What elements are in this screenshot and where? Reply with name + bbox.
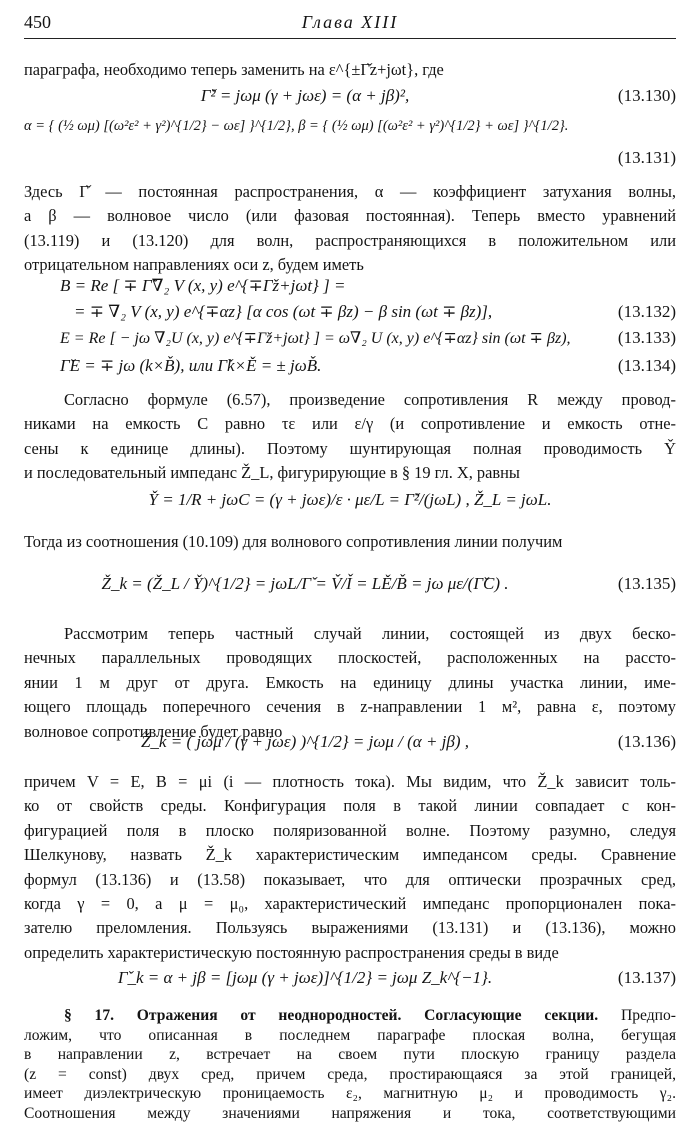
text-line: волновое сопротивление будет равно [24,721,283,741]
equation-formula: = ∓ ∇₂ V (x, y) e^{∓αz} [α cos (ωt ∓ βz) − β sin (ωt ∓ βz)], [74,302,493,321]
text-line: Здесь Γ̌ — постоянная распространения, α — коэффициент затухания волны, [24,182,676,201]
text-line: определить характеристическую постоянную распространения среды в виде [24,942,559,962]
paragraph-parallel-planes [24,622,676,744]
text-line: имеет диэлектрическую проницаемость ε₂, магнитную μ₂ и проводимость γ₂. [24,1085,676,1103]
section-heading: § 17. Отражения от неоднородностей. Согласующие секции. [64,1007,599,1024]
section-17 [24,1006,676,1104]
text-line: Рассмотрим теперь частный случай линии, состоящей из двух беско- [64,624,676,643]
text-line: сены к единице длины). Поэтому шунтирующая полная проводимость Y̌ [24,438,676,458]
text-line: отрицательном направлениях оси z, будем иметь [24,255,364,275]
equation-number: (13.137) [617,968,676,987]
equation-13-137 [24,968,676,998]
text-line: нечных параллельных проводящих плоскостей, расположенных на рассто- [24,648,676,668]
equation-formula: Γ̌E = ∓ jω (k×B̌), или Γ̌k×Ě = ± jωB̌. [60,356,322,375]
text-line: когда γ = 0, а μ = μ₀, характеристический импеданс пропорционален пока- [24,894,676,914]
equation-formula: Ž_k = (Ž_L / Y̌)^{1/2} = jωL/Γ̌ = V̌/Ǐ = LĚ/B̌ = jω με/(Γ̌C) . [101,574,509,593]
page-header [24,12,676,36]
text-line: фигурацией поля в плоско поляризованной волне. Поэтому разумно, следуя [24,820,676,840]
text-line: Шелкунову, назвать Ž_k характеристическим импедансом среды. Сравнение [24,845,676,865]
section-17-last-line [24,1104,676,1123]
text-line: ющего площадь поперечного сечения в z-направлении 1 м², равна ε, поэтому [24,697,676,717]
text-line: (z = const) двух сред, причем среда, простирающаяся за этой границей, [24,1065,676,1083]
header-rule [24,38,676,39]
text-line: причем V = E, B = μi (i — плотность тока). Мы видим, что Ž_k зависит толь- [24,772,676,791]
equation-number: (13.130) [617,86,676,105]
equation-13-135 [24,574,676,604]
equation-admittance [24,490,676,520]
text-line: ко от свойств среды. Конфигурация поля в такой линии совпадает с кон- [24,796,676,816]
equation-13-131 [24,118,676,174]
paragraph-wave-resistance [24,530,676,554]
text-line: в направлении z, встречает на своем пути плоскую границу раздела [24,1046,676,1064]
text-line: (13.119) и (13.120) для волн, распространяющихся в положительном или [24,230,676,250]
equation-number: (13.136) [617,732,676,751]
text-line: параграфа, необходимо теперь заменить на ε^{±Γ̌z+jωt}, где [24,60,444,79]
equation-number: (13.131) [617,148,676,167]
text-line: Согласно формуле (6.57), произведение сопротивления R между провод- [64,390,676,409]
text-line: Соотношения между значениями напряжения и тока, соответствующими [24,1105,676,1122]
text-line: Тогда из соотношения (10.109) для волнового сопротивления линии получим [24,532,563,551]
text-line: никами на емкость C равно τε или ε/γ (и сопротивление и емкость отне- [24,414,676,434]
page-number: 450 [24,12,51,32]
equation-formula: E = Re [ − jω ∇₂U (x, y) e^{∓Γ̌z+jωt} ] = ω∇₂ U (x, y) e^{∓αz} sin (ωt ∓ βz), [60,330,571,347]
intro-text [24,58,676,82]
equation-number: (13.132) [617,302,676,321]
section-heading-line [24,1006,676,1026]
equation-number: (13.135) [617,574,676,593]
text-line: зателю преломления. Пользуясь выражениями (13.131) и (13.136), можно [24,918,676,938]
paragraph-characteristic-impedance [24,770,676,965]
text-line: формул (13.136) и (13.58) показывает, что для оптически прозрачных сред, [24,869,676,889]
equation-13-134 [24,356,676,386]
equation-number: (13.133) [617,328,676,347]
running-head: Глава XIII [301,12,399,32]
equation-formula: Γ̌² = jωμ (γ + jωε) = (α + jβ)², [200,86,410,105]
text-line: и последовательный импеданс Ž_L, фигурирующие в § 19 гл. X, равны [24,463,520,483]
equation-13-136 [24,732,676,762]
text-line: Предпо- [620,1007,676,1024]
equation-formula: Y̌ = 1/R + jωC = (γ + jωε)/ε · με/L = Γ̌²/(jωL) , Ž_L = jωL. [148,490,552,509]
paragraph-propagation [24,180,676,278]
equation-formula: Γ̌_k = α + jβ = [jωμ (γ + jωε)]^{1/2} = jωμ Z_k^{−1}. [117,968,493,987]
equation-number: (13.134) [617,356,676,375]
equation-formula: B = Re [ ∓ Γ̌∇₂ V (x, y) e^{∓Γ̌z+jωt} ] = [60,276,346,295]
text-line: ложим, что описанная в последнем параграфе плоская волна, бегущая [24,1026,676,1044]
equation-13-130 [24,86,676,116]
paragraph-resistance [24,388,676,486]
text-line: янии 1 м друг от друга. Емкость на единицу длины участка линии, име- [24,672,676,692]
equation-13-133 [24,328,676,358]
equation-formula: α = { (½ ωμ) [(ω²ε² + γ²)^{1/2} − ωε] }^{1/2}, β = { (½ ωμ) [(ω²ε² + γ²)^{1/2} + ωε] }^{1/2}. [24,118,569,134]
equation-formula: Ž_k = ( jωμ / (γ + jωε) )^{1/2} = jωμ / (α + jβ) , [140,732,470,751]
text-line: а β — волновое число (или фазовая постоянная). Теперь вместо уравнений [24,206,676,226]
